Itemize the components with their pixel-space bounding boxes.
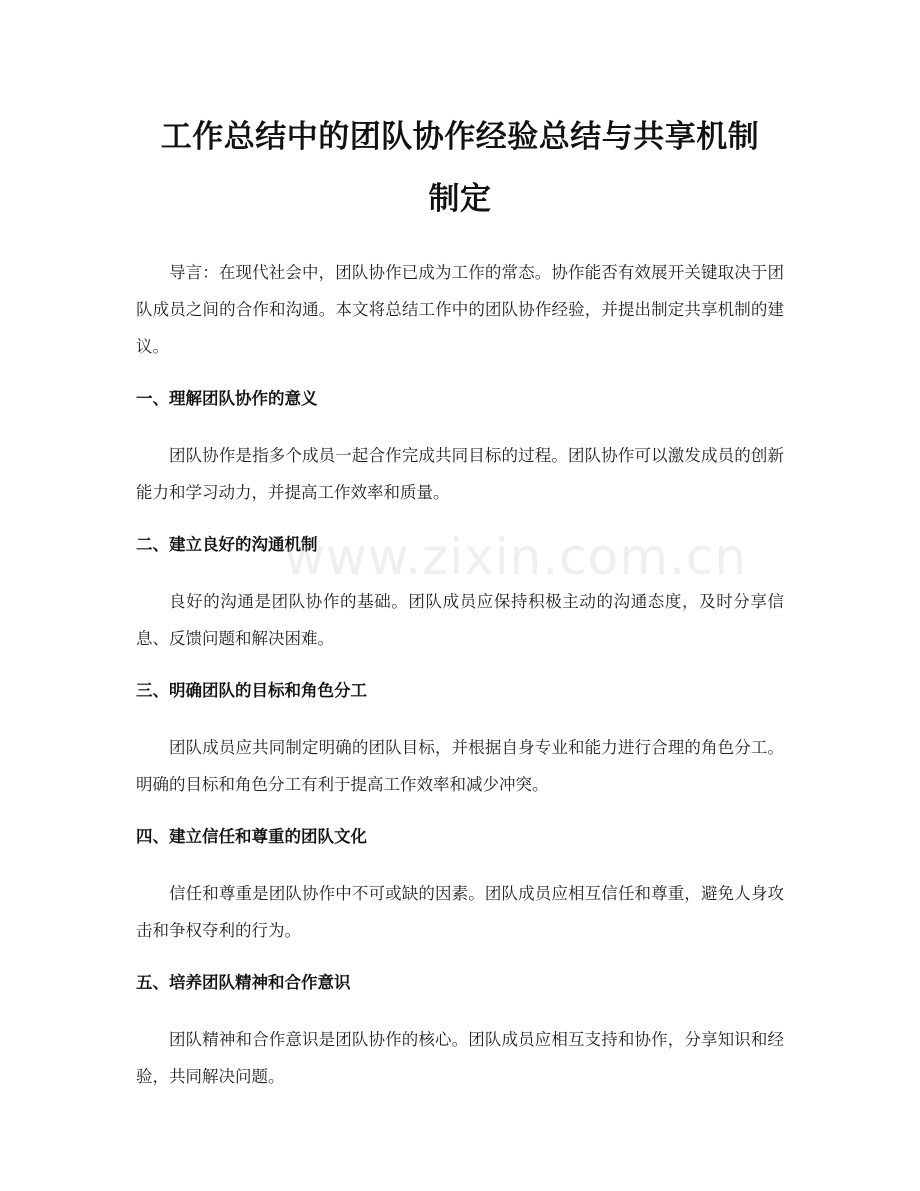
document-title [136,0,784,230]
section-5-heading: 五、培养团队精神和合作意识 [136,973,351,992]
section-4-heading: 四、建立信任和尊重的团队文化 [136,827,367,846]
section-2 [136,525,784,657]
section-4 [136,817,784,949]
section-1-heading: 一、理解团队协作的意义 [136,389,318,408]
section-3 [136,671,784,803]
section-3-heading: 三、明确团队的目标和角色分工 [136,681,367,700]
section-1 [136,379,784,511]
section-5-body: 团队精神和合作意识是团队协作的核心。团队成员应相互支持和协作，分享知识和经验，共同解决问题。 [136,1030,784,1086]
document-title-line-1: 工作总结中的团队协作经验总结与共享机制 [160,119,760,155]
document-title-line-2: 制定 [428,181,492,217]
section-2-heading: 二、建立良好的沟通机制 [136,535,318,554]
section-3-body: 团队成员应共同制定明确的团队目标，并根据自身专业和能力进行合理的角色分工。明确的目标和角色分工有利于提高工作效率和减少冲突。 [136,738,784,794]
section-4-body: 信任和尊重是团队协作中不可或缺的因素。团队成员应相互信任和尊重，避免人身攻击和争权夺利的行为。 [136,884,784,940]
intro-paragraph: 导言：在现代社会中，团队协作已成为工作的常态。协作能否有效展开关键取决于团队成员之间的合作和沟通。本文将总结工作中的团队协作经验，并提出制定共享机制的建议。 [136,263,784,356]
section-2-body: 良好的沟通是团队协作的基础。团队成员应保持积极主动的沟通态度，及时分享信息、反馈问题和解决困难。 [136,592,784,648]
intro-block [136,254,784,365]
section-1-body: 团队协作是指多个成员一起合作完成共同目标的过程。团队协作可以激发成员的创新能力和学习动力，并提高工作效率和质量。 [136,446,784,502]
watermark: www.zixin.com.cn [284,528,748,586]
section-5 [136,963,784,1095]
